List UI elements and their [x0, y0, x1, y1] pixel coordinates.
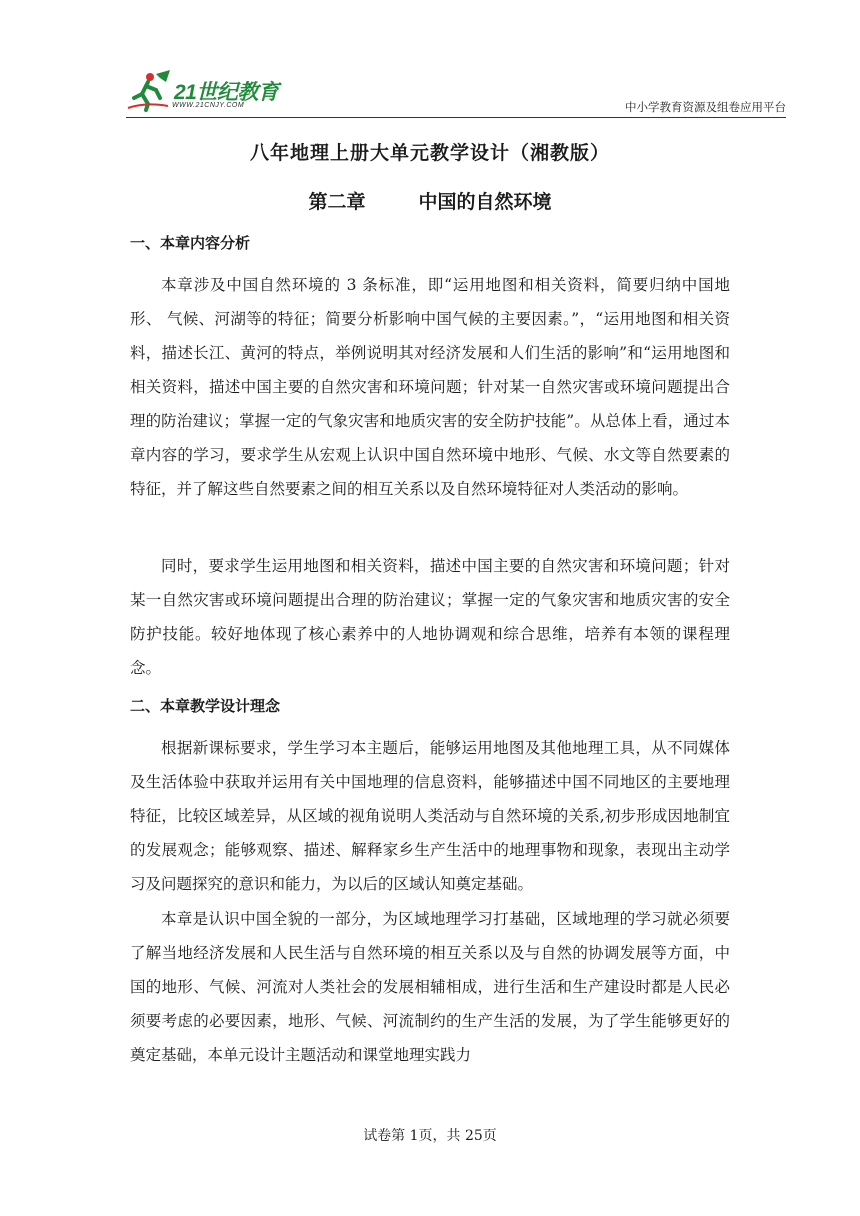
logo-text: 21世纪教育 [174, 81, 279, 104]
paragraph: 根据新课标要求，学生学习本主题后，能够运用地图及其他地理工具，从不同媒体及生活体验中获取并运用有关中国地理的信息资料，能够描述中国不同地区的主要地理特征，比较区域差异，从区域的视角说明人类活动与自然环境的关系,初步形成因地制宜的发展观念；能够观察、描述、解释家乡生产生活中的地理事物和现象，表现出主动学习及问题探究的意识和能力，为以后的区域认知奠定基础。 [130, 739, 730, 893]
section-heading-content-analysis: 一、本章内容分析 [130, 234, 251, 252]
site-logo [126, 68, 296, 116]
runner-logo-icon [126, 68, 174, 112]
section-heading-design-concept: 二、本章教学设计理念 [130, 697, 281, 715]
logo-url: WWW.21CNJY.COM [172, 102, 245, 109]
paragraph: 同时，要求学生运用地图和相关资料，描述中国主要的自然灾害和环境问题；针对某一自然灾害或环境问题提出合理的防治建议；掌握一定的气象灾害和地质灾害的安全防护技能。较好地体现了核心素养中的人地协调观和综合思维，培养有本领的课程理念。 [130, 557, 730, 677]
header-divider [126, 117, 786, 118]
page-number-footer: 试卷第 1页，共 25页 [363, 1128, 497, 1144]
paragraph: 本章是认识中国全貌的一部分，为区域地理学习打基础，区域地理的学习就必须要了解当地经济发展和人民生活与自然环境的相互关系以及与自然的协调发展等方面，中国的地形、气候、河流对人类社会的发展相辅相成，进行生活和生产建设时都是人民必须要考虑的必要因素，地形、气候、河流制约的生产生活的发展，为了学生能够更好的奠定基础，本单元设计主题活动和课堂地理实践力 [130, 910, 730, 1064]
platform-name: 中小学教育资源及组卷应用平台 [625, 100, 786, 114]
document-title: 八年地理上册大单元教学设计（湘教版） [249, 142, 610, 164]
page-header [126, 66, 786, 118]
paragraph: 本章涉及中国自然环境的 3 条标准，即“运用地图和相关资料，简要归纳中国地形、 气候、河湖等的特征；简要分析影响中国气候的主要因素。”，“运用地图和相关资料，描述长江、黄河的特点，举例说明其对经济发展和人们生活的影响”和“运用地图和相关资料，描述中国主要的自然灾害和环境问题；针对某一自然灾害或环境问题提出合理的防治建议；掌握一定的气象灾害和地质灾害的安全防护技能”。从总体上看，通过本章内容的学习，要求学生从宏观上认识中国自然环境中地形、气候、水文等自然要素的特征，并了解这些自然要素之间的相互关系以及自然环境特征对人类活动的影响。 [130, 276, 730, 498]
chapter-title: 第二章 中国的自然环境 [308, 191, 552, 213]
